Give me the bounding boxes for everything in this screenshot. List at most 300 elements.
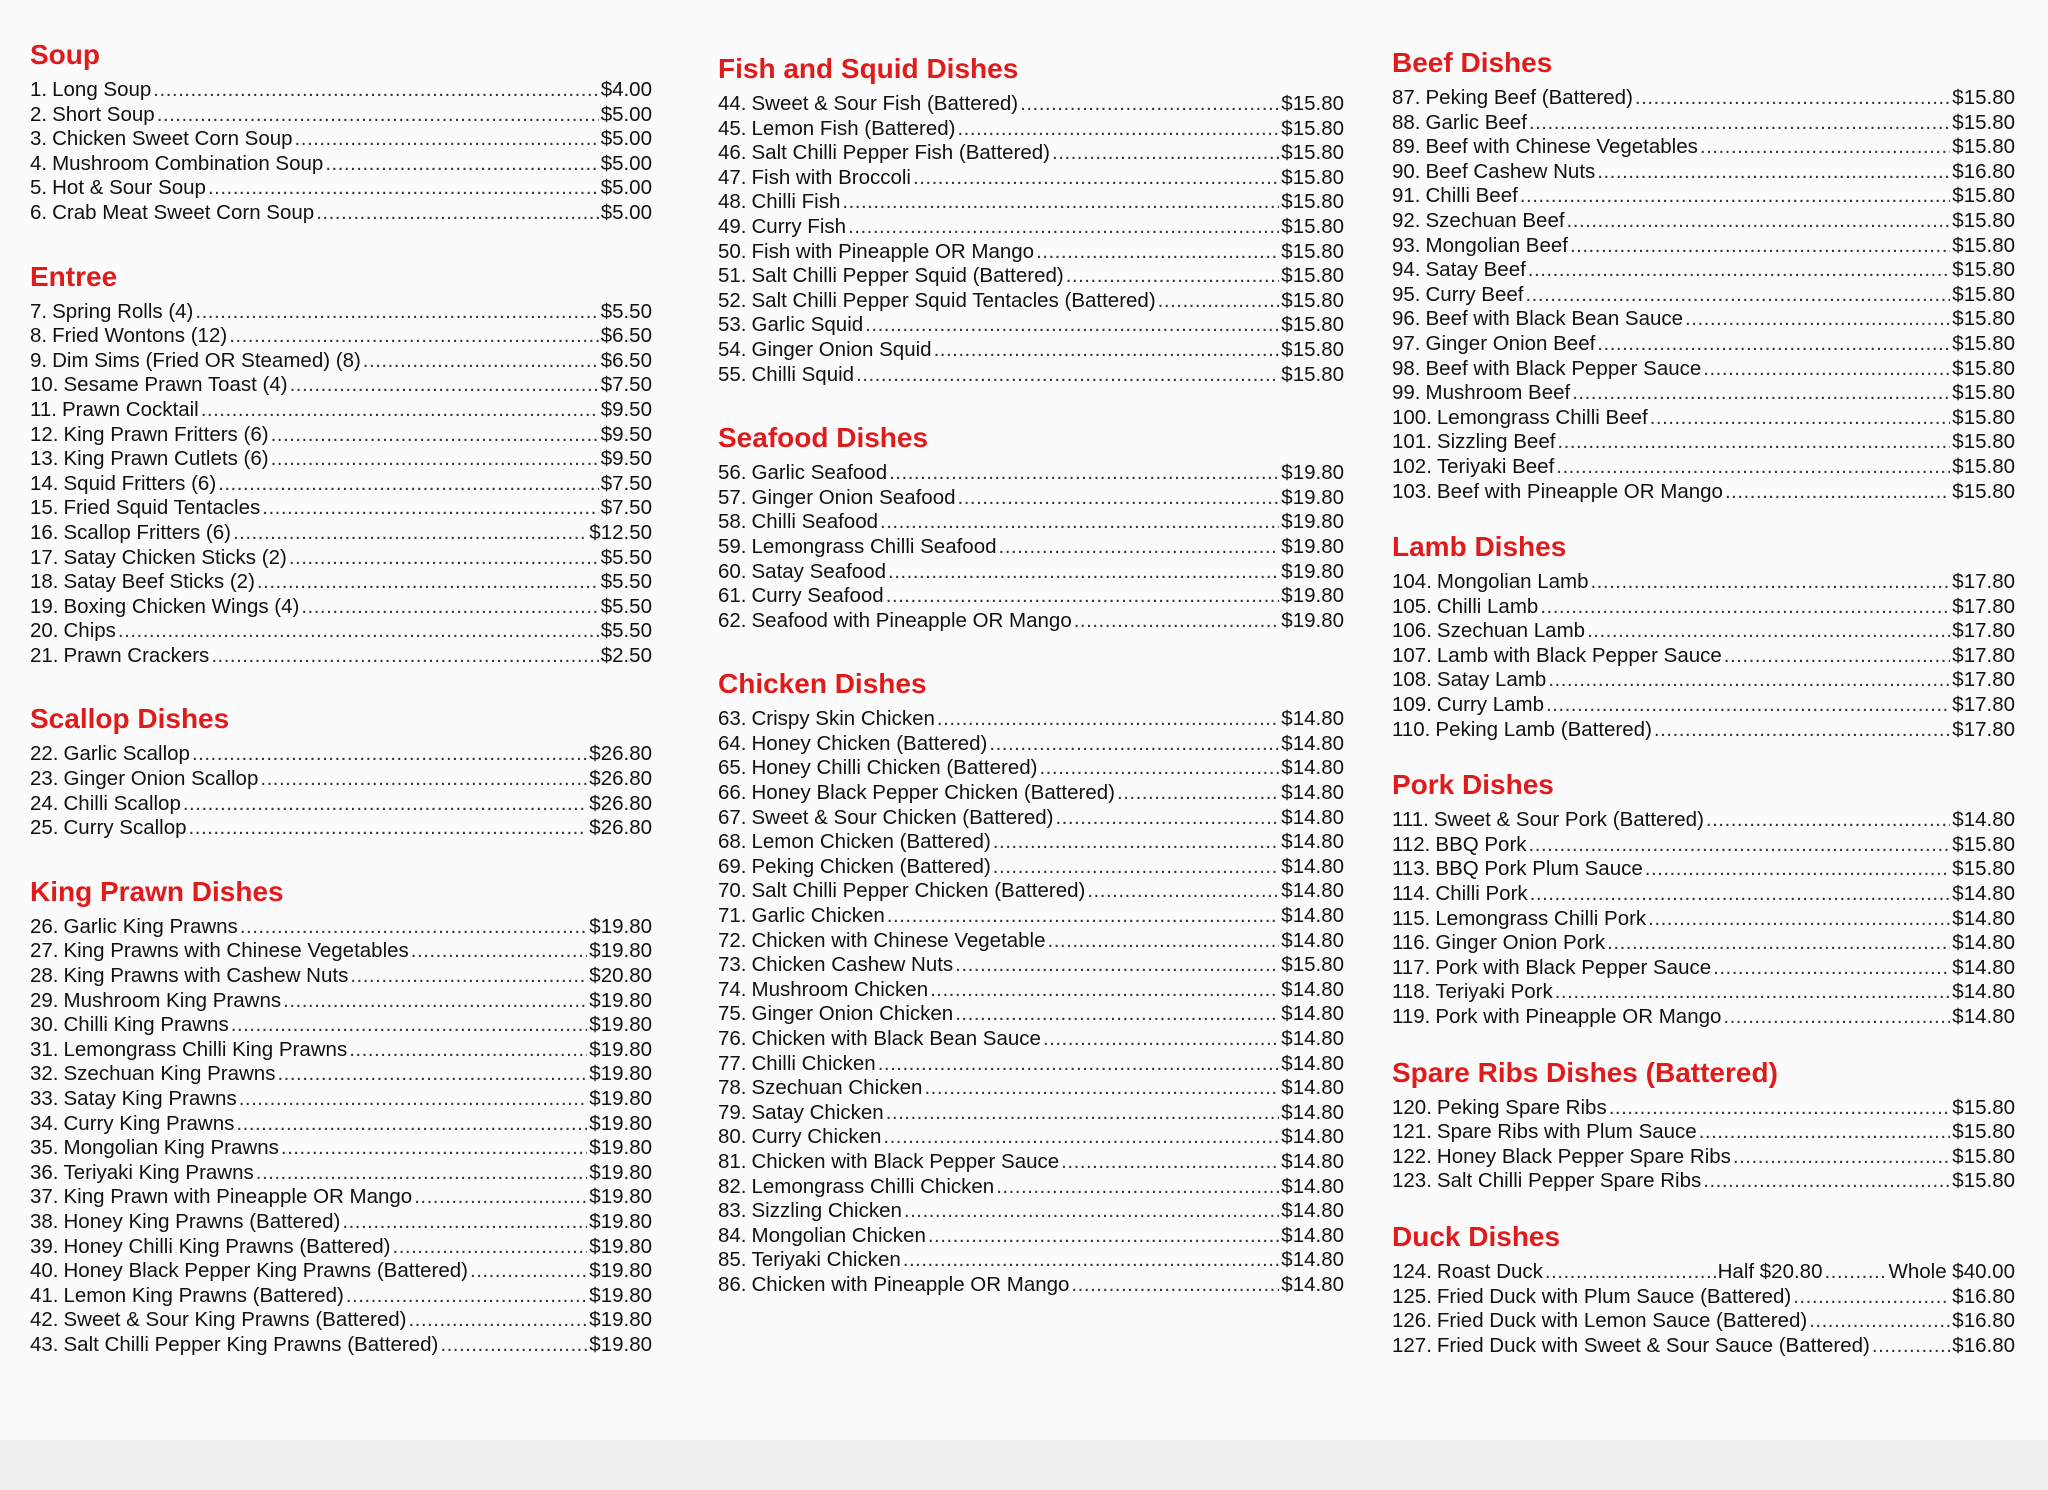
dot-leader [886,1101,1280,1126]
dot-leader [934,338,1280,363]
item-number: 5. [30,176,48,200]
section-title: Spare Ribs Dishes (Battered) [1392,1056,1778,1088]
menu-item [718,929,1344,954]
item-number: 91. [1392,184,1421,208]
dot-leader [1520,184,1951,209]
item-price: $19.80 [589,1037,652,1061]
item-name: Satay Beef Sticks (2) [63,570,255,594]
menu-item [718,535,1344,560]
dot-leader [153,78,598,103]
item-price: $15.80 [1281,141,1344,165]
item-number: 24. [30,791,59,815]
menu-item [718,1224,1344,1249]
dot-leader [289,546,599,571]
item-price: $19.80 [1281,608,1344,632]
item-name: Short Soup [52,102,155,126]
item-name: Curry Lamb [1436,693,1544,717]
item-price: $16.80 [1952,1309,2015,1333]
item-number: 104. [1392,570,1432,594]
dot-leader [271,447,599,472]
menu-item [718,289,1344,314]
dot-leader [233,521,587,546]
item-name: BBQ Pork Plum Sauce [1435,857,1643,881]
item-name: Curry Seafood [751,584,884,608]
item-name: Chicken with Chinese Vegetable [751,928,1046,952]
item-number: 122. [1392,1144,1432,1168]
dot-leader [316,201,599,226]
section-gap [1392,504,2015,530]
item-number: 68. [718,830,747,854]
item-number: 103. [1392,479,1432,503]
menu-item [30,103,652,128]
menu-item [30,521,652,546]
menu-item [1392,882,2015,907]
dot-leader [229,324,598,349]
item-price: $5.50 [600,570,652,594]
dot-leader [1725,480,1950,505]
section-title: Soup [30,39,100,70]
item-price: $14.80 [1952,955,2015,979]
item-price: $16.80 [1952,1333,2015,1357]
item-price: $14.80 [1952,1005,2015,1028]
item-number: 120. [1392,1095,1432,1119]
item-name: King Prawn with Pineapple OR Mango [63,1185,413,1209]
dot-leader [856,363,1279,388]
dot-leader [277,1062,587,1087]
dot-leader [955,1002,1279,1027]
item-number: 13. [30,447,59,471]
dot-leader [1706,808,1950,833]
item-price: $15.80 [1281,362,1344,386]
item-number: 38. [30,1209,59,1233]
menu-item [30,1087,652,1112]
item-number: 82. [718,1174,747,1198]
item-name: Lemongrass Chilli King Prawns [63,1037,348,1061]
item-name: Satay Chicken [751,1100,884,1124]
menu-item [718,264,1344,289]
item-number: 16. [30,520,59,544]
item-price: $19.80 [589,1136,652,1160]
item-price: $19.80 [1281,584,1344,608]
menu-item [30,619,652,644]
item-number: 112. [1392,832,1431,856]
dot-leader [262,496,598,521]
menu-item [30,816,652,841]
item-price: $15.80 [1281,337,1344,361]
menu-item [30,939,652,964]
dot-leader [201,398,599,423]
item-price: $17.80 [1952,643,2015,667]
dot-leader [301,595,598,620]
item-number: 125. [1392,1284,1432,1308]
item-number: 47. [718,165,747,189]
item-name: Fish with Broccoli [751,165,911,189]
section-title: Entree [30,260,118,292]
menu-item [718,1027,1344,1052]
item-price: $14.80 [1281,904,1344,928]
item-name: Ginger Onion Seafood [751,485,956,509]
item-name: Chilli Beef [1425,184,1518,208]
item-price: $19.80 [589,1111,652,1135]
menu-item [30,915,652,940]
dot-leader [349,1038,587,1063]
item-price: $4.00 [600,78,652,101]
menu-item [30,1333,652,1358]
menu-item [30,644,652,669]
section-king-prawn [30,875,652,1358]
item-name: Honey Black Pepper Spare Ribs [1436,1144,1731,1168]
item-number: 27. [30,939,59,963]
item-name: Chilli King Prawns [63,1013,229,1037]
section-soup [30,38,652,226]
dot-leader [1597,332,1950,357]
dot-leader [118,619,599,644]
item-name: Chilli Seafood [751,510,878,534]
item-price: $14.80 [1281,1174,1344,1198]
item-price: $19.80 [589,1013,652,1037]
item-number: 121. [1392,1120,1432,1144]
item-number: 76. [718,1027,747,1050]
item-name: Peking Beef (Battered) [1425,86,1633,109]
item-price: $19.80 [589,1234,652,1258]
dot-leader [878,1052,1280,1077]
item-price: $5.50 [600,619,652,643]
menu-item [30,1013,652,1038]
item-price: $15.80 [1281,239,1344,263]
item-number: 124. [1392,1259,1432,1283]
item-number: 37. [30,1185,59,1209]
dot-leader [880,510,1279,535]
dot-leader [1545,1260,1716,1285]
item-number: 48. [718,190,747,214]
item-price: $15.80 [1952,1144,2015,1168]
item-price: $15.80 [1952,479,2015,503]
menu-item [30,398,652,423]
item-price: $15.80 [1281,264,1344,288]
dot-leader [1570,234,1950,259]
menu-item [30,300,652,325]
dot-leader [1020,92,1279,117]
dot-leader [1530,882,1951,907]
item-price: $19.80 [589,939,652,963]
dot-leader [208,176,599,201]
menu-item [718,141,1344,166]
item-price: $19.80 [589,1283,652,1307]
item-price: $15.80 [1952,258,2015,282]
item-name: Beef with Black Bean Sauce [1425,307,1684,331]
item-number: 49. [718,214,747,238]
item-name: Lemon Chicken (Battered) [751,830,991,854]
item-name: Szechuan King Prawns [63,1062,276,1086]
item-price: $14.80 [1952,931,2015,955]
item-name: Sweet & Sour King Prawns (Battered) [63,1308,407,1332]
item-number: 83. [718,1199,747,1223]
item-name: Lemongrass Chilli Chicken [751,1174,995,1198]
item-price: $19.80 [1281,485,1344,509]
item-price: $16.80 [1952,159,2015,183]
item-number: 45. [718,116,747,140]
dot-leader [1066,264,1280,289]
dot-leader [1724,644,1951,669]
section-title: Duck Dishes [1392,1220,1561,1252]
item-number: 53. [718,313,747,337]
dot-leader [1548,668,1950,693]
dot-leader [955,953,1279,978]
item-number: 95. [1392,282,1421,306]
item-number: 29. [30,988,59,1012]
item-number: 21. [30,643,59,667]
menu-item [1392,570,2015,595]
dot-leader [1039,756,1279,781]
item-name: Honey Chicken (Battered) [751,731,988,755]
item-price: $15.80 [1952,1095,2015,1119]
dot-leader [1824,1260,1884,1285]
dot-leader [1572,381,1950,406]
item-price: $14.80 [1281,1149,1344,1173]
item-name: Sesame Prawn Toast (4) [63,373,288,397]
menu-item [30,152,652,177]
menu-item [30,1112,652,1137]
item-number: 94. [1392,258,1421,282]
item-number: 43. [30,1332,59,1356]
item-name: Lemon Fish (Battered) [751,116,956,140]
item-price: $14.80 [1952,906,2015,930]
item-number: 57. [718,485,747,509]
item-price: $14.80 [1281,756,1344,780]
item-price: $12.50 [589,520,652,544]
item-name: Chilli Fish [751,190,841,214]
dot-leader [1654,718,1950,743]
dot-leader [1872,1334,1950,1359]
item-name: Chicken Cashew Nuts [751,953,954,977]
menu-item [30,447,652,472]
item-name: Roast Duck [1436,1259,1543,1283]
dot-leader [239,1087,588,1112]
item-name: Scallop Fritters (6) [63,520,231,544]
item-price: $19.80 [589,1209,652,1233]
item-number: 123. [1392,1169,1432,1193]
item-price: $15.80 [1952,233,2015,257]
item-price: $17.80 [1952,619,2015,643]
item-number: 18. [30,570,59,594]
item-name: Mongolian King Prawns [63,1136,279,1160]
menu-item [718,215,1344,240]
item-name: Hot & Sour Soup [52,176,206,200]
section-lamb [1392,530,2015,742]
item-price: $14.80 [1281,977,1344,1001]
dot-leader [993,855,1280,880]
item-number: 1. [30,78,48,101]
menu-item [1392,480,2015,505]
item-number: 107. [1392,643,1432,667]
item-price: $26.80 [589,742,652,766]
item-price: $15.80 [1952,86,2015,109]
item-name: Mushroom Beef [1425,381,1571,405]
menu-item [1392,693,2015,718]
item-price: $7.50 [600,373,652,397]
dot-leader [1650,406,1951,431]
section-fish-squid [718,52,1344,387]
item-number: 119. [1392,1005,1431,1028]
item-number: 9. [30,348,48,372]
item-name: King Prawn Cutlets (6) [63,447,269,471]
item-number: 79. [718,1100,747,1124]
menu-item [718,855,1344,880]
item-price: $15.80 [1281,214,1344,238]
menu-item [718,609,1344,634]
item-number: 31. [30,1037,59,1061]
menu-item [718,1125,1344,1150]
menu-item [30,324,652,349]
section-chicken [718,667,1344,1297]
menu-item [718,978,1344,1003]
item-price: $26.80 [589,767,652,791]
item-number: 85. [718,1248,747,1272]
item-number: 10. [30,373,59,397]
item-price: $15.80 [1952,454,2015,478]
item-price: $19.80 [589,988,652,1012]
item-number: 35. [30,1136,59,1160]
item-price: $19.80 [589,1062,652,1086]
menu-item [1392,619,2015,644]
menu-item [1392,931,2015,956]
dot-leader [1036,240,1279,265]
item-number: 22. [30,742,59,766]
section-seafood [718,421,1344,633]
menu-item [1392,160,2015,185]
menu-item [1392,406,2015,431]
item-number: 98. [1392,356,1421,380]
item-price: $14.80 [1952,980,2015,1004]
dot-leader [1703,1169,1950,1194]
menu-item [30,496,652,521]
item-name: King Prawns with Chinese Vegetables [63,939,409,963]
item-price: $15.80 [1281,92,1344,115]
dot-leader [1635,86,1950,111]
item-number: 61. [718,584,747,608]
item-number: 87. [1392,86,1421,109]
dot-leader [290,373,599,398]
item-name: Satay Seafood [751,559,886,583]
item-name: Honey Black Pepper Chicken (Battered) [751,781,1115,805]
section-gap [718,387,1344,421]
item-name: Mushroom Combination Soup [52,151,324,175]
section-pork [1392,768,2015,1029]
item-number: 113. [1392,857,1431,881]
menu-item [1392,234,2015,259]
menu-item [1392,808,2015,833]
menu-item [30,742,652,767]
dot-leader [1587,619,1950,644]
item-price: $9.50 [600,447,652,471]
menu-column-left [30,38,652,1358]
dot-leader [1648,907,1950,932]
item-number: 72. [718,928,747,952]
item-name: Curry Beef [1425,282,1524,306]
item-name: Satay Beef [1425,258,1526,282]
item-number: 64. [718,731,747,755]
menu-item [1392,1169,2015,1194]
dot-leader [883,1125,1279,1150]
item-price: $14.80 [1281,1223,1344,1247]
item-price: $15.80 [1281,116,1344,140]
menu-item [1392,833,2015,858]
item-name: Peking Spare Ribs [1436,1095,1607,1119]
dot-leader [281,1136,587,1161]
item-name: Teriyaki King Prawns [63,1160,254,1184]
item-price: $15.80 [1952,208,2015,232]
menu-item [1392,956,2015,981]
item-name: Prawn Crackers [63,643,210,667]
item-price: $17.80 [1952,570,2015,594]
item-name: Spring Rolls (4) [52,299,194,323]
item-price: $19.80 [1281,559,1344,583]
item-number: 108. [1392,668,1432,692]
dot-leader [240,915,587,940]
menu-item [718,1199,1344,1224]
section-gap [30,841,652,875]
item-name: Chicken Sweet Corn Soup [52,127,293,151]
item-number: 51. [718,264,747,288]
menu-item [1392,1260,2015,1285]
item-name: Lemongrass Chilli Beef [1436,405,1648,429]
item-number: 17. [30,545,59,569]
item-number: 36. [30,1160,59,1184]
item-name: Garlic Chicken [751,904,885,928]
item-price: $17.80 [1952,717,2015,741]
item-name: Ginger Onion Chicken [751,1002,954,1026]
dot-leader [904,1199,1279,1224]
menu-item [718,707,1344,732]
menu-item [718,1175,1344,1200]
item-name: Salt Chilli Pepper Chicken (Battered) [751,879,1086,903]
menu-item [30,1038,652,1063]
menu-item [30,1210,652,1235]
dot-leader [325,152,598,177]
dot-leader [1529,833,1951,858]
menu-item [1392,283,2015,308]
menu-item [718,1052,1344,1077]
item-number: 86. [718,1272,747,1296]
item-number: 75. [718,1002,747,1026]
item-price: $17.80 [1952,668,2015,692]
dot-leader [1609,1096,1951,1121]
item-name: Crab Meat Sweet Corn Soup [52,200,315,224]
dot-leader [887,904,1280,929]
item-number: 58. [718,510,747,534]
item-name: Salt Chilli Pepper King Prawns (Battered) [63,1332,439,1356]
item-price: $19.80 [589,914,652,938]
item-name: Garlic King Prawns [63,914,238,938]
item-number: 74. [718,977,747,1001]
item-number: 28. [30,964,59,988]
menu-item [1392,595,2015,620]
item-number: 84. [718,1223,747,1247]
menu-item [718,732,1344,757]
section-title: Lamb Dishes [1392,531,1567,563]
menu-item [718,1076,1344,1101]
item-price-half: Half $20.80 [1717,1259,1823,1283]
item-price: $14.80 [1952,808,2015,832]
item-name: Beef with Black Pepper Sauce [1425,356,1702,380]
item-name: Ginger Onion Scallop [63,767,259,791]
item-number: 41. [30,1283,59,1307]
item-name: Lamb with Black Pepper Sauce [1436,643,1722,667]
item-name: Fried Wontons (12) [52,324,228,348]
dot-leader [1117,781,1279,806]
item-name: Curry King Prawns [63,1111,235,1135]
dot-leader [1713,956,1950,981]
